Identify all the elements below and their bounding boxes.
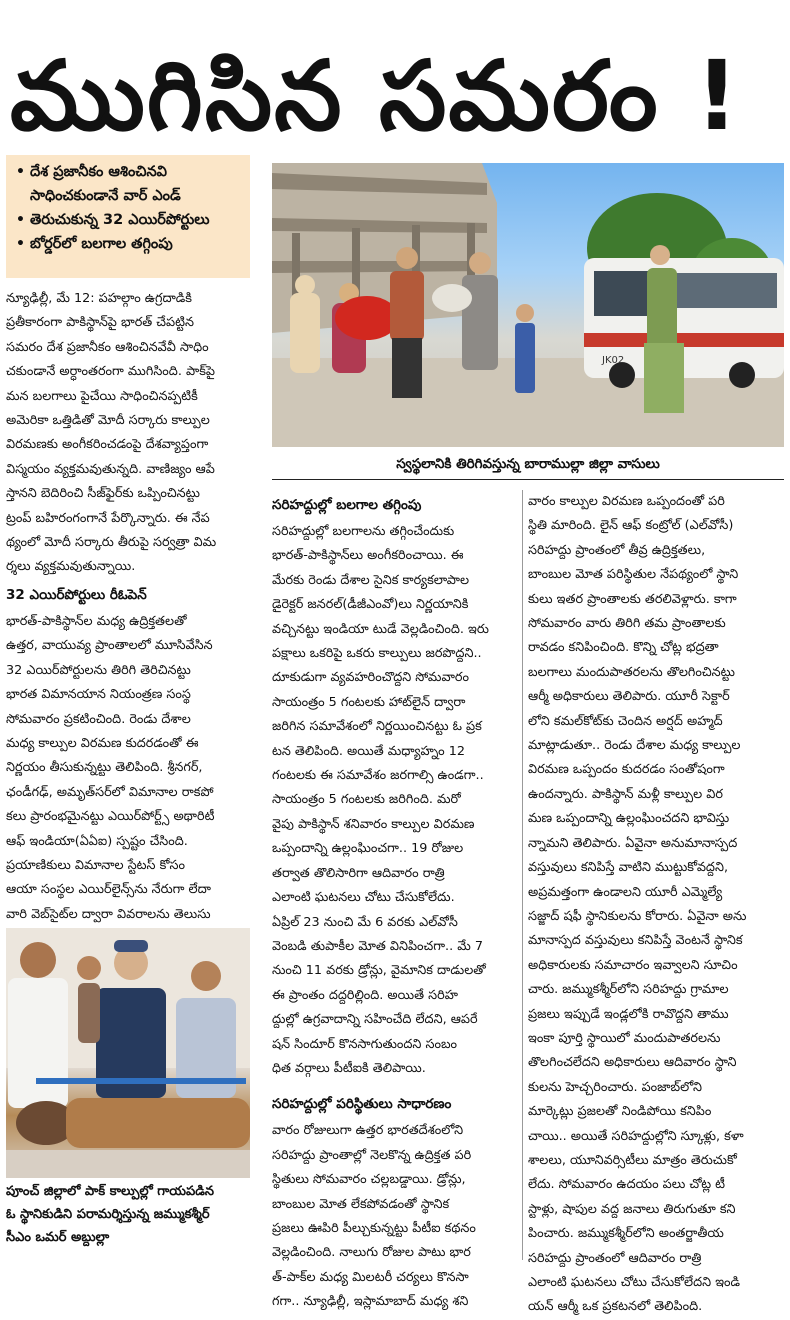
text-line: జరిగిన సమావేశంలో నిర్ణయించినట్టు ఓ ప్రక: [272, 719, 482, 735]
text-line: లేదు. సోమవారం ఉదయం పలు చోట్ల టీ: [528, 1177, 726, 1193]
text-line: ప్రయాణికులు విమానాల స్టేటస్ కోసం: [6, 857, 185, 873]
caption-line: ఓ స్థానికుడిని పరామర్శిస్తున్న జమ్ముకశ్మీర్: [6, 1207, 210, 1222]
text-line: వైపు పాకిస్థాన్ శనివారం కాల్పుల విరమణ: [272, 816, 475, 832]
text-line: థ్యంలో మోదీ సర్కారు తీరుపై సర్వత్రా విమ: [6, 535, 217, 551]
text-line: ఉందన్నారు. పాకిస్థాన్ మళ్లీ కాల్పుల విర: [528, 786, 723, 802]
text-line: బాంబుల మోత లేకపోవడంతో స్థానిక: [272, 1196, 450, 1212]
text-line: లోని కమల్‌కోట్‌కు చెందిన అర్షద్ అహ్మద్: [528, 713, 723, 729]
text-line: కలు ప్రారంభమైనట్టు ఎయిర్‌పోర్ట్స్ అథారిటీ: [6, 809, 215, 825]
text-line: తర్వాత తొలిసారిగా ఆదివారం రాత్రి: [272, 865, 445, 881]
text-line: న్నామని తెలిపారు. ఏవైనా అనుమానాస్పద: [528, 835, 738, 851]
text-line: ఇంకా పూర్తి స్థాయిలో మందుపాతరలను: [528, 1030, 721, 1046]
text-line: త్-పాక్‌ల మధ్య మిలటరీ చర్యలు కొనసా: [272, 1269, 469, 1285]
text-line: ఎలాంటి ఘటనలు చోటు చేసుకోలేదు.: [272, 890, 455, 906]
text-line: సరిహద్దు ప్రాంతాల్లో నెలకొన్న ఉద్రిక్తత పరి: [272, 1147, 472, 1163]
text-line: భారత్-పాకిస్థాన్‌లు అంగీకరించాయి. ఈ: [272, 548, 464, 564]
text-line: విస్మయం వ్యక్తమవుతున్నది. వాణిజ్యం ఆపే: [6, 461, 215, 477]
text-line: దూకుడుగా వ్యవహరించొద్దని సోమవారం: [272, 670, 469, 686]
text-line: అప్రమత్తంగా ఉండాలని యూరీ ఎమ్మెల్యే: [528, 884, 723, 900]
text-line: ధిత వర్గాలు పీటీఐకి తెలిపాయి.: [272, 1060, 426, 1076]
text-line: మణ ఒప్పందాన్ని ఉల్లంఘించదని భావిస్తు: [528, 811, 730, 827]
photo-caption-1: స్వస్థలానికి తిరిగివస్తున్న బారాముల్లా జిల్లా వాసులు: [272, 450, 784, 480]
text-line: మేరకు రెండు దేశాల సైనిక కార్యకలాపాల: [272, 572, 470, 588]
subheading-normalcy: సరిహద్దుల్లో పరిస్థితులు సాధారణం: [272, 1096, 452, 1113]
text-line: విరమణకు అంగీకరించడంపై దేశవ్యాప్తంగా: [6, 437, 209, 453]
text-line: పించారు. జమ్ముకశ్మీర్‌లోని అంతర్జాతీయ: [528, 1226, 724, 1242]
text-line: గంటలకు ఈ సమావేశం జరగాల్సి ఉండగా..: [272, 768, 484, 784]
text-line: డైరెక్టర్ జనరల్(డీజీఎంవో)లు నిర్ణయానికి: [272, 597, 469, 613]
headline: ముగిసిన సమరం !: [10, 40, 741, 152]
article-paragraph-4: [272, 1119, 516, 1314]
text-line: వెంబడి తుపాకీల మోత వినిపించగా.. మే 7: [272, 938, 484, 954]
text-line: స్థితులు సోమవారం చల్లబడ్డాయి. డ్రోన్లు,: [272, 1172, 466, 1188]
text-line: ప్రతీకారంగా పాకిస్థాన్‌పై భారత్ చేపట్టిన: [6, 315, 194, 331]
text-line: బలగాలు మందుపాతరలను తొలగించినట్టు: [528, 664, 735, 680]
highlight-item: • దేశ ప్రజానీకం ఆశించినవి: [14, 160, 242, 184]
highlight-item: • బోర్డర్‌లో బలగాల తగ్గింపు: [14, 232, 242, 256]
caption-line: సీఎం ఒమర్ అబ్దుల్లా: [6, 1230, 110, 1245]
text-line: ఛండీగఢ్, అమృత్‌సర్‌లో విమానాల రాకపో: [6, 784, 214, 800]
text-line: చారు. జమ్ముకశ్మీర్‌లోని సరిహద్దు గ్రామాల: [528, 982, 729, 998]
text-line: సోమవారం ప్రకటించింది. రెండు దేశాల: [6, 711, 191, 727]
text-line: ట్రంప్ బహిరంగంగానే పేర్కొన్నారు. ఈ నేప: [6, 510, 210, 526]
column-divider: [522, 490, 523, 1260]
text-line: మధ్య కాల్పుల విరమణ కుదరడంతో ఈ: [6, 735, 199, 751]
text-line: వారి వెబ్‌సైట్‌ల ద్వారా వివరాలను తెలుసు: [6, 906, 211, 922]
text-line: సోమవారం వారు తిరిగి తమ ప్రాంతాలకు: [528, 616, 726, 632]
text-line: సజ్జాద్ షఫీ స్థానికులను కోరారు. ఏవైనా అను: [528, 908, 747, 924]
text-line: గగా.. న్యూఢిల్లీ, ఇస్లామాబాద్ మధ్య శని: [272, 1294, 469, 1310]
text-line: షన్ సిందూర్ కొనసాగుతుందని సంబం: [272, 1036, 458, 1052]
text-line: సమరం దేశ ప్రజానీకం ఆశించినవేవీ సాధిం: [6, 339, 209, 355]
text-line: ర్శలు వ్యక్తమవుతున్నాయి.: [6, 559, 136, 575]
text-line: పక్షాలు ఒకరిపై ఒకరు కాల్పులు జరపొద్దని..: [272, 646, 482, 662]
text-line: శాలలు, యూనివర్సిటీలు మాత్రం తెరుచుకో: [528, 1152, 737, 1168]
text-line: వచ్చినట్టు ఇండియా టుడే వెల్లడించింది. ఇరు: [272, 621, 489, 637]
text-line: యన్ ఆర్మీ ఒక ప్రకటనలో తెలిపింది.: [528, 1299, 703, 1315]
text-line: స్థితి మారింది. లైన్ ఆఫ్ కంట్రోల్ (ఎల్‌వోసీ): [528, 518, 734, 534]
bus-plate: JK02: [602, 355, 625, 366]
caption-line: పూంచ్ జిల్లాలో పాక్ కాల్పుల్లో గాయపడిన: [6, 1184, 214, 1199]
photo-caption-2: [6, 1180, 250, 1249]
photo-illustration-2: [6, 928, 250, 1178]
text-line: నుంచి 11 వరకు డ్రోన్లు, వైమానిక దాడులతో: [272, 963, 486, 979]
text-line: న్యూఢిల్లీ, మే 12: పహల్గాం ఉగ్రదాడికి: [6, 291, 192, 306]
text-line: ఒప్పందాన్ని ఉల్లంఘించగా.. 19 రోజుల: [272, 841, 464, 857]
text-line: విరమణ ఒప్పందం కుదరడం సంతోషంగా: [528, 762, 725, 778]
text-line: వస్తువులు కనిపిస్తే వాటిని ముట్టుకోవద్దని,: [528, 860, 729, 876]
column-3: [528, 490, 784, 1320]
highlight-item: • తెరుచుకున్న 32 ఎయిర్‌పోర్టులు: [14, 208, 242, 232]
text-line: 32 ఎయిర్‌పోర్టులను తిరిగి తెరిచినట్టు: [6, 662, 191, 678]
text-line: భారత్-పాకిస్థాన్‌ల మధ్య ఉద్రిక్తతలతో: [6, 613, 187, 629]
text-line: సాయంత్రం 5 గంటలకు జరిగింది. మరో: [272, 792, 461, 808]
text-line: కులను హెచ్చరించారు. పంజాబ్‌లోని: [528, 1079, 702, 1095]
text-line: మార్కెట్లు ప్రజలతో నిండిపోయి కనిపిం: [528, 1104, 712, 1120]
text-line: నిర్ణయం తీసుకున్నట్టు తెలిపింది. శ్రీనగర్,: [6, 760, 203, 776]
article-paragraph-2: [6, 610, 250, 952]
highlights-box: [6, 155, 250, 278]
subheading-airports: 32 ఎయిర్‌పోర్టులు రీఓపెన్: [6, 586, 147, 603]
text-line: ప్రజలు ఇప్పుడే ఇండ్లలోకి రావొద్దని తాము: [528, 1006, 729, 1022]
text-line: ఉత్తర, వాయువ్య ప్రాంతాలలో మూసివేసిన: [6, 638, 213, 654]
text-line: సరిహద్దు ప్రాంతంలో తీవ్ర ఉద్రిక్తతలు,: [528, 542, 706, 558]
text-line: వారం కాల్పుల విరమణ ఒప్పందంతో పరి: [528, 494, 725, 509]
photo-cm-visit-hospital: [6, 928, 250, 1178]
text-line: ఈ ప్రాంతం దద్దరిల్లింది. అయితే సరిహ: [272, 987, 458, 1003]
text-line: కులు ఇతర ప్రాంతాలకు తరలివెళ్లారు. కాగా: [528, 591, 737, 607]
text-line: స్తానని బెదిరించి సీజ్‌ఫైర్‌కు ఒప్పించినట్టు: [6, 486, 200, 502]
text-line: ఏప్రిల్ 23 నుంచి మే 6 వరకు ఎల్‌వోసీ: [272, 914, 458, 930]
article-paragraph-1: [6, 287, 250, 580]
highlight-item: సాధించకుండానే వార్ ఎండ్: [30, 188, 181, 204]
text-line: బాంబుల మోత పరిస్థితుల నేపథ్యంలో స్థాని: [528, 567, 739, 583]
text-line: మన బలగాలు పైచేయి సాధించినప్పటికీ: [6, 388, 198, 404]
article-paragraph-5: [528, 490, 784, 1320]
text-line: అధికారులకు సమాచారం ఇవ్వాలని సూచిం: [528, 957, 738, 973]
text-line: సరిహద్దుల్లో బలగాలను తగ్గించేందుకు: [272, 524, 455, 539]
text-line: ఆర్మీ అధికారులు తెలిపారు. యూరీ సెక్టార్: [528, 689, 730, 705]
text-line: ఆఫ్ ఇండియా(ఏఏఐ) స్పష్టం చేసింది.: [6, 833, 188, 849]
photo-illustration: [272, 163, 784, 447]
photo-returning-villagers: [272, 163, 784, 447]
column-2: [272, 490, 516, 1315]
text-line: స్టాళ్లు, షాపుల వద్ద జనాలు తిరుగుతూ కని: [528, 1201, 736, 1217]
column-1: [6, 287, 250, 952]
text-line: మానాస్పద వస్తువులు కనిపిస్తే వెంటనే స్థానిక: [528, 933, 743, 949]
text-line: ఆయా సంస్థల ఎయిర్‌లైన్స్‌ను నేరుగా లేదా: [6, 882, 211, 898]
text-line: టన తెలిపింది. అయితే మధ్యాహ్నం 12: [272, 743, 466, 759]
text-line: చకుండానే అర్ధాంతరంగా ముగిసింది. పాక్‌పై: [6, 364, 216, 380]
text-line: రావడం కనిపించింది. కొన్ని చోట్ల భద్రతా: [528, 640, 719, 656]
text-line: మాట్లాడుతూ.. రెండు దేశాల మధ్య కాల్పుల: [528, 738, 741, 754]
text-line: చాయి.. అయితే సరిహద్దుల్లోని స్కూళ్లు, కళా: [528, 1128, 744, 1144]
text-line: భారత విమానయాన నియంత్రణ సంస్థ: [6, 687, 191, 703]
text-line: ద్దుల్లో ఉగ్రవాదాన్ని సహించేది లేదని, ఆపరే: [272, 1012, 478, 1028]
text-line: ప్రజలు ఊపిరి పీల్చుకున్నట్టు పీటీఐ కథనం: [272, 1220, 476, 1236]
article-paragraph-3: [272, 520, 516, 1081]
subheading-force-reduction: సరిహద్దుల్లో బలగాల తగ్గింపు: [272, 497, 422, 513]
text-line: తొలగించలేదని అధికారులు ఆదివారం స్థాని: [528, 1055, 737, 1071]
text-line: సరిహద్దు ప్రాంతంలో ఆదివారం రాత్రి: [528, 1250, 702, 1266]
text-line: వారం రోజులుగా ఉత్తర భారతదేశంలోని: [272, 1123, 464, 1139]
text-line: సాయంత్రం 5 గంటలకు హాట్‌లైన్ ద్వారా: [272, 694, 466, 710]
text-line: అమెరికా ఒత్తిడితో మోదీ సర్కారు కాల్పుల: [6, 413, 210, 429]
text-line: వెల్లడించింది. నాలుగు రోజుల పాటు భార: [272, 1245, 471, 1261]
text-line: ఎలాంటి ఘటనలు చోటు చేసుకోలేదని ఇండి: [528, 1275, 740, 1290]
